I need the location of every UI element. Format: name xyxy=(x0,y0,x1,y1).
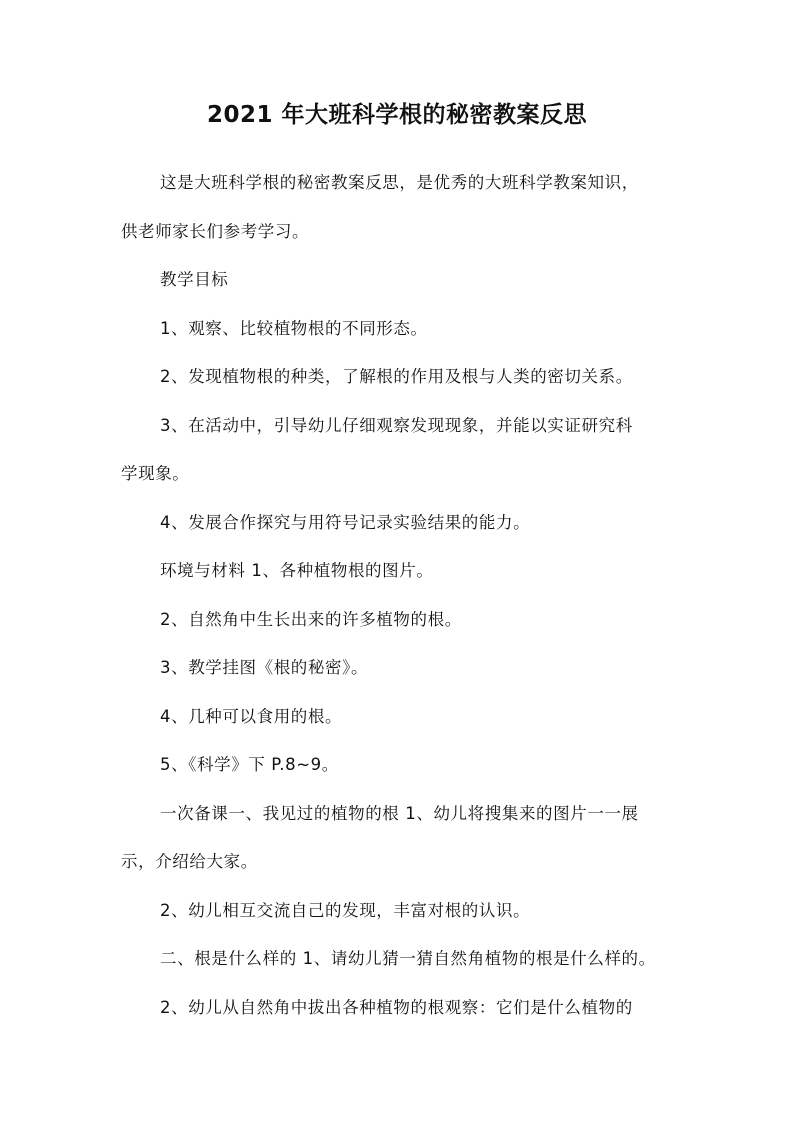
lesson-step-2: 2、幼儿相互交流自己的发现，丰富对根的认识。 xyxy=(160,901,531,920)
objective-1: 1、观察、比较植物根的不同形态。 xyxy=(160,319,428,338)
paragraph-line-intro-1: 这是大班科学根的秘密教案反思，是优秀的大班科学教案知识， xyxy=(160,173,639,192)
materials-5: 5、《科学》下 P.8~9。 xyxy=(160,755,339,774)
lesson-step-1-line-2: 示，介绍给大家。 xyxy=(121,852,258,871)
lesson-section-2-line-2: 2、幼儿从自然角中拔出各种植物的根观察：它们是什么植物的 xyxy=(160,998,633,1017)
section-heading-objectives: 教学目标 xyxy=(160,270,229,289)
document-title: 2021 年大班科学根的秘密教案反思 xyxy=(206,102,588,128)
materials-1: 环境与材料 1、各种植物根的图片。 xyxy=(160,561,434,580)
paragraph-line-intro-2: 供老师家长们参考学习。 xyxy=(121,222,310,241)
lesson-section-2-line-1: 二、根是什么样的 1、请幼儿猜一猜自然角植物的根是什么样的。 xyxy=(160,949,656,968)
lesson-step-1-line-1: 一次备课一、我见过的植物的根 1、幼儿将搜集来的图片一一展 xyxy=(160,804,639,823)
objective-2: 2、发现植物根的种类，了解根的作用及根与人类的密切关系。 xyxy=(160,367,633,386)
materials-3: 3、教学挂图《根的秘密》。 xyxy=(160,658,369,677)
objective-4: 4、发展合作探究与用符号记录实验结果的能力。 xyxy=(160,513,531,532)
objective-3-line-1: 3、在活动中，引导幼儿仔细观察发现现象，并能以实证研究科 xyxy=(160,416,633,435)
materials-4: 4、几种可以食用的根。 xyxy=(160,707,343,726)
materials-2: 2、自然角中生长出来的许多植物的根。 xyxy=(160,610,462,629)
objective-3-line-2: 学现象。 xyxy=(121,464,190,483)
